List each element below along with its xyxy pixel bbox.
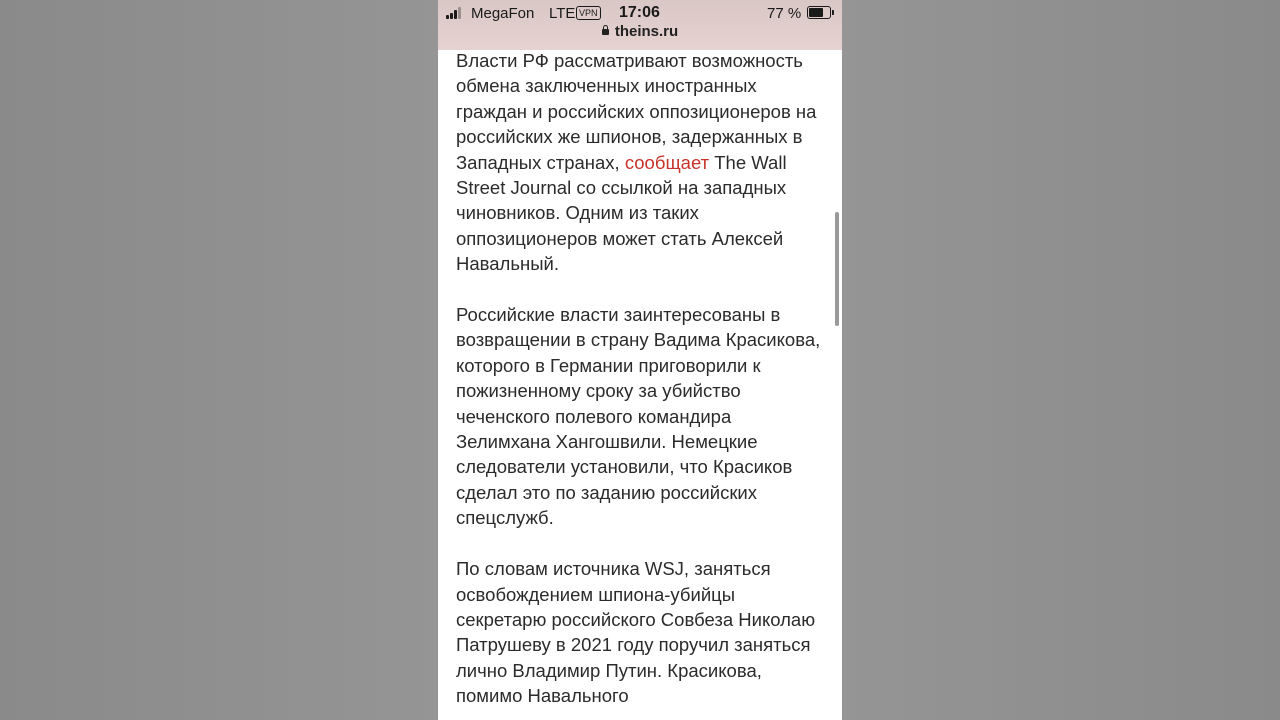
paragraph-text: Власти РФ рассматривают возможность обмена заключенных иностранных граждан и российских оппозиционеров на российских же шпионов, задержанных в Западных странах, (456, 50, 817, 173)
paragraph-text: The Wall Street Journal со ссылкой на западных чиновников. Одним из таких оппозиционеров может стать Алексей Навальный. (456, 151, 787, 275)
source-link[interactable]: сообщает (624, 151, 710, 173)
article-paragraph-3: По словам источника WSJ, заняться освобождением шпиона-убийцы секретарю российского Совбеза Николаю Патрушеву в 2021 году поручил заняться лично Владимир Путин. Красикова, помимо Навального (456, 558, 816, 707)
signal-strength-icon (446, 7, 464, 19)
network-type: LTE (549, 5, 576, 22)
carrier-name: MegaFon (471, 5, 535, 22)
phone-screen (438, 0, 842, 720)
battery-icon (807, 6, 831, 19)
page-scrollbar[interactable] (835, 212, 839, 326)
battery-percent: 77 % (767, 5, 802, 22)
vpn-badge: VPN (576, 6, 601, 20)
article-paragraph-2: Российские власти заинтересованы в возвращении в страну Вадима Красикова, которого в Германии приговорили к пожизненному сроку за убийство чеченского полевого командира Зелимхана Хангошвили. Немецкие следователи установили, что Красиков сделал это по заданию российских спецслужб. (456, 304, 821, 529)
address-bar[interactable] (438, 23, 842, 40)
address-domain: theins.ru (614, 23, 679, 40)
battery-fill (809, 8, 823, 17)
clock: 17:06 (619, 4, 660, 21)
blurred-background-left (0, 0, 438, 720)
blurred-background-right (842, 0, 1280, 720)
article-body (456, 48, 824, 720)
browser-top-bar (438, 0, 842, 50)
lock-icon (602, 29, 609, 35)
article-paragraph-1 (456, 48, 824, 277)
